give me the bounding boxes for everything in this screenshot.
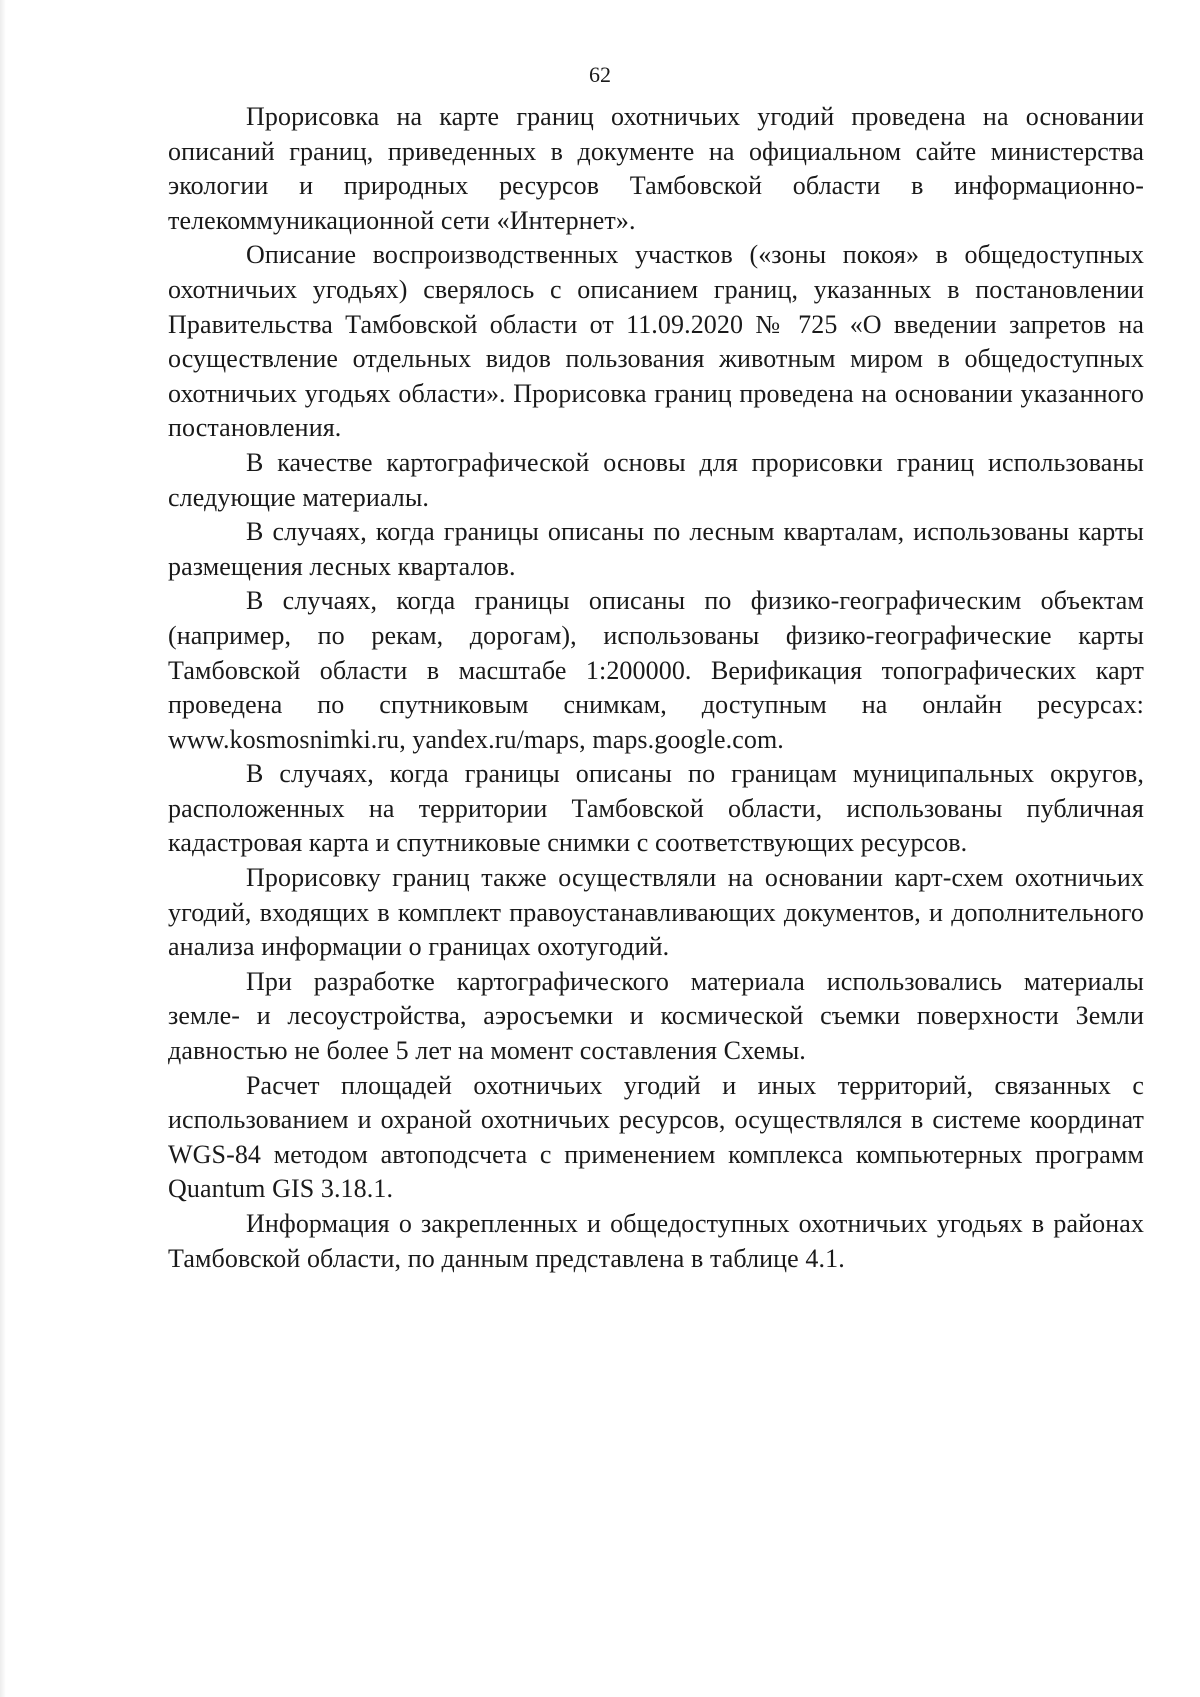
page-number: 62 [589,62,611,87]
paragraph-cartographic-basis: В качестве картографической основы для прорисовки границ использованы следующие материалы. [168,447,1144,512]
paragraph-rest-zones: Описание воспроизводственных участков («зоны покоя» в общедоступных охотничьих угодьях) сверялось с описанием границ, указанных в постановлении Правительства Тамбовской области от 11.09.2020 № 725 «О введении запретов на осуществление отдельных видов пользования животным миром в общедоступных охотничьих угодьях области». Прорисовка границ проведена на основании указанного постановления. [168,240,1144,443]
paragraph-area-calculation: Расчет площадей охотничьих угодий и иных территорий, связанных с использованием и охраной охотничьих ресурсов, осуществлялся в системе координат WGS-84 методом автоподсчета с применением комплекса компьютерных программ Quantum GIS 3.18.1. [168,1070,1144,1204]
paragraph-map-schemes: Прорисовку границ также осуществляли на основании карт-схем охотничьих угодий, входящих в комплект правоустанавливающих документов, и дополнительного анализа информации о границах охотугодий. [168,863,1144,962]
paragraph-physical-geographic: В случаях, когда границы описаны по физико-географическим объектам (например, по рекам, дорогам), использованы физико-географические карты Тамбовской области в масштабе 1:200000. Верификация топографических карт проведена по спутниковым снимкам, доступным на онлайн ресурсах: www.kosmosnimki.ru, yandex.ru/maps, maps.google.com. [168,586,1144,754]
body-text [168,100,1144,1276]
paragraph-boundary-drawing: Прорисовка на карте границ охотничьих угодий проведена на основании описаний границ, приведенных в документе на официальном сайте министерства экологии и природных ресурсов Тамбовской области в информационно-телекоммуникационной сети «Интернет». [168,102,1144,235]
paragraph-municipal-boundaries: В случаях, когда границы описаны по границам муниципальных округов, расположенных на территории Тамбовской области, использованы публичная кадастровая карта и спутниковые снимки с соответствующих ресурсов. [168,759,1144,858]
scan-edge-shadow [0,0,6,1697]
paragraph-forest-quarters: В случаях, когда границы описаны по лесным кварталам, использованы карты размещения лесных кварталов. [168,517,1144,581]
paragraph-survey-materials: При разработке картографического материала использовались материалы земле- и лесоустройства, аэросъемки и космической съемки поверхности Земли давностью не более 5 лет на момент составления Схемы. [168,966,1144,1066]
paragraph-table-reference: Информация о закрепленных и общедоступных охотничьих угодьях в районах Тамбовской области, по данным представлена в таблице 4.1. [168,1209,1144,1273]
